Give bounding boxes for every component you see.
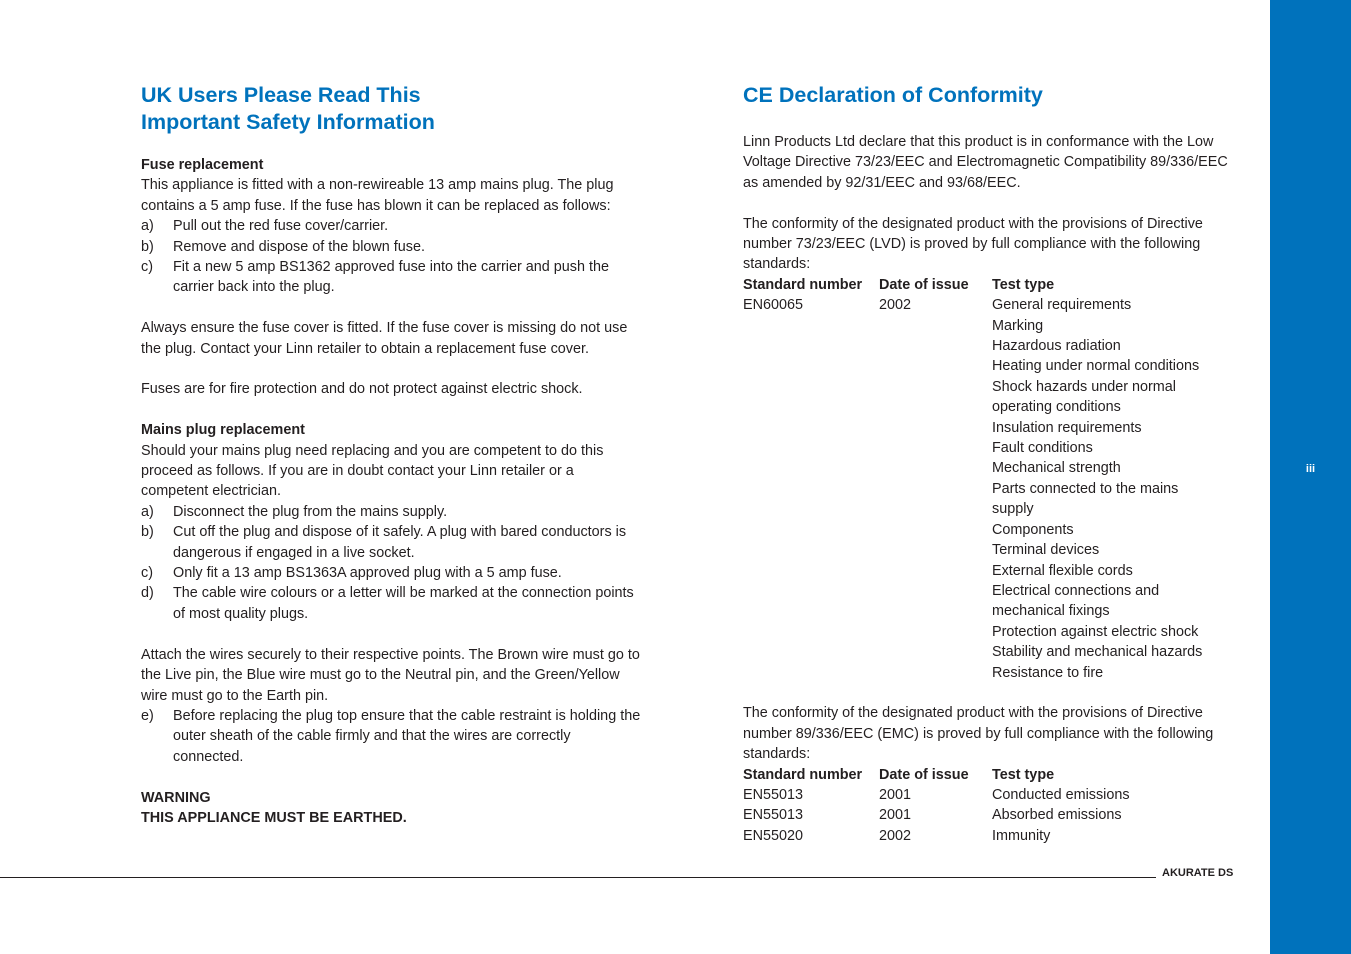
date-of-issue-cell: 2002 [879, 827, 912, 844]
list-item [141, 237, 641, 257]
table-header-row [743, 275, 1232, 295]
fuse-cover-paragraph: Always ensure the fuse cover is fitted. If the fuse cover is missing do not use the plug. Contact your Linn retailer to obtain a replacement fuse cover. [141, 320, 628, 357]
list-item [141, 522, 641, 563]
safety-heading-line1: UK Users Please Read This [141, 83, 421, 107]
ce-heading: CE Declaration of Conformity [743, 83, 1043, 107]
header-standard-number: Standard number [743, 766, 863, 783]
list-item [141, 583, 641, 624]
page-number: iii [1305, 463, 1316, 475]
test-type-item: Stability and mechanical hazards [992, 644, 1203, 661]
test-type-cell: Absorbed emissions [992, 807, 1122, 824]
header-date-of-issue: Date of issue [879, 766, 969, 783]
header-standard-number: Standard number [743, 276, 863, 293]
list-marker: b) [141, 238, 154, 255]
safety-column [141, 82, 641, 828]
test-type-item: Shock hazards under normal operating conditions [992, 378, 1176, 416]
list-item [141, 563, 641, 583]
test-type-item: General requirements [992, 297, 1132, 314]
date-of-issue-cell: 2002 [879, 297, 912, 314]
list-marker: a) [141, 218, 154, 235]
table-row [743, 805, 1232, 825]
test-type-cell: Immunity [992, 827, 1051, 844]
date-of-issue-cell: 2001 [879, 807, 912, 824]
list-marker: c) [141, 259, 153, 276]
list-text: The cable wire colours or a letter will be marked at the connection points of most quality plugs. [173, 585, 634, 622]
lvd-intro: The conformity of the designated product with the provisions of Directive number 73/23/EEC (LVD) is proved by full compliance with the following standards: [743, 215, 1203, 273]
safety-heading [141, 82, 641, 136]
footer-rule [0, 877, 1156, 878]
test-type-item: Marking [992, 317, 1044, 334]
fuse-title: Fuse replacement [141, 157, 264, 173]
list-text: Fit a new 5 amp BS1362 approved fuse into the carrier and push the carrier back into the plug. [173, 259, 609, 296]
mains-title: Mains plug replacement [141, 422, 305, 439]
test-type-item: Mechanical strength [992, 460, 1121, 477]
list-item [141, 257, 641, 298]
list-text: Remove and dispose of the blown fuse. [173, 238, 425, 255]
test-type-item: Fault conditions [992, 440, 1093, 457]
list-text: Before replacing the plug top ensure that the cable restraint is holding the outer sheath of the cable firmly and that the wires are correctly connected. [173, 707, 641, 765]
test-type-list [992, 295, 1232, 683]
list-item [141, 216, 641, 236]
list-marker: d) [141, 585, 154, 602]
table-header-row [743, 765, 1232, 785]
fuse-protection-paragraph: Fuses are for fire protection and do not protect against electric shock. [141, 381, 583, 398]
footer-product-name: AKURATE DS [1162, 867, 1234, 879]
table-row [743, 785, 1232, 805]
list-marker: e) [141, 707, 154, 724]
standard-number-cell: EN55013 [743, 807, 804, 824]
ce-column [743, 82, 1233, 846]
standard-number-cell: EN60065 [743, 297, 804, 314]
fuse-intro: This appliance is fitted with a non-rewireable 13 amp mains plug. The plug contains a 5 amp fuse. If the fuse has blown it can be replaced as follows: [141, 177, 614, 214]
header-test-type: Test type [992, 276, 1055, 293]
date-of-issue-cell: 2001 [879, 786, 912, 803]
test-type-item: Insulation requirements [992, 419, 1142, 436]
emc-intro: The conformity of the designated product with the provisions of Directive number 89/336/EEC (EMC) is proved by full compliance with the following standards: [743, 705, 1214, 763]
safety-heading-line2: Important Safety Information [141, 110, 435, 134]
table-row [743, 826, 1232, 846]
list-item [141, 706, 641, 767]
test-type-item: Heating under normal conditions [992, 358, 1200, 375]
list-text: Only fit a 13 amp BS1363A approved plug with a 5 amp fuse. [173, 565, 562, 582]
test-type-item: Terminal devices [992, 542, 1100, 559]
emc-standards-table [743, 765, 1232, 847]
ce-intro: Linn Products Ltd declare that this product is in conformance with the Low Voltage Directive 73/23/EEC and Electromagnetic Compatibility 89/336/EEC as amended by 92/31/EEC and 93/68/EEC. [743, 134, 1228, 191]
list-text: Cut off the plug and dispose of it safely. A plug with bared conductors is dangerous if engaged in a live socket. [173, 524, 627, 561]
mains-intro: Should your mains plug need replacing and you are competent to do this proceed as follows. If you are in doubt contact your Linn retailer or a competent electrician. [141, 442, 604, 500]
test-type-item: Hazardous radiation [992, 338, 1121, 355]
test-type-item: Resistance to fire [992, 664, 1104, 681]
list-text: Disconnect the plug from the mains supply. [173, 503, 448, 520]
wiring-paragraph: Attach the wires securely to their respective points. The Brown wire must go to the Live pin, the Blue wire must go to the Neutral pin, and the Green/Yellow wire must go to the Earth pin. [141, 646, 640, 704]
test-type-item: Protection against electric shock [992, 623, 1199, 640]
header-date-of-issue: Date of issue [879, 276, 969, 293]
test-type-item: External flexible cords [992, 562, 1133, 579]
test-type-item: Components [992, 521, 1074, 538]
test-type-cell: Conducted emissions [992, 786, 1130, 803]
header-test-type: Test type [992, 766, 1055, 783]
lvd-standards-table [743, 275, 1232, 683]
table-row [743, 295, 1232, 683]
test-type-item: Electrical connections and mechanical fixings [992, 582, 1160, 620]
warning-text: THIS APPLIANCE MUST BE EARTHED. [141, 809, 407, 826]
list-marker: b) [141, 524, 154, 541]
list-text: Pull out the red fuse cover/carrier. [173, 218, 389, 235]
page-sidebar [1270, 0, 1351, 954]
warning-label: WARNING [141, 789, 211, 806]
list-item [141, 502, 641, 522]
test-type-item: Parts connected to the mains supply [992, 480, 1179, 518]
standard-number-cell: EN55020 [743, 827, 804, 844]
list-marker: a) [141, 503, 154, 520]
standard-number-cell: EN55013 [743, 786, 804, 803]
list-marker: c) [141, 565, 153, 582]
